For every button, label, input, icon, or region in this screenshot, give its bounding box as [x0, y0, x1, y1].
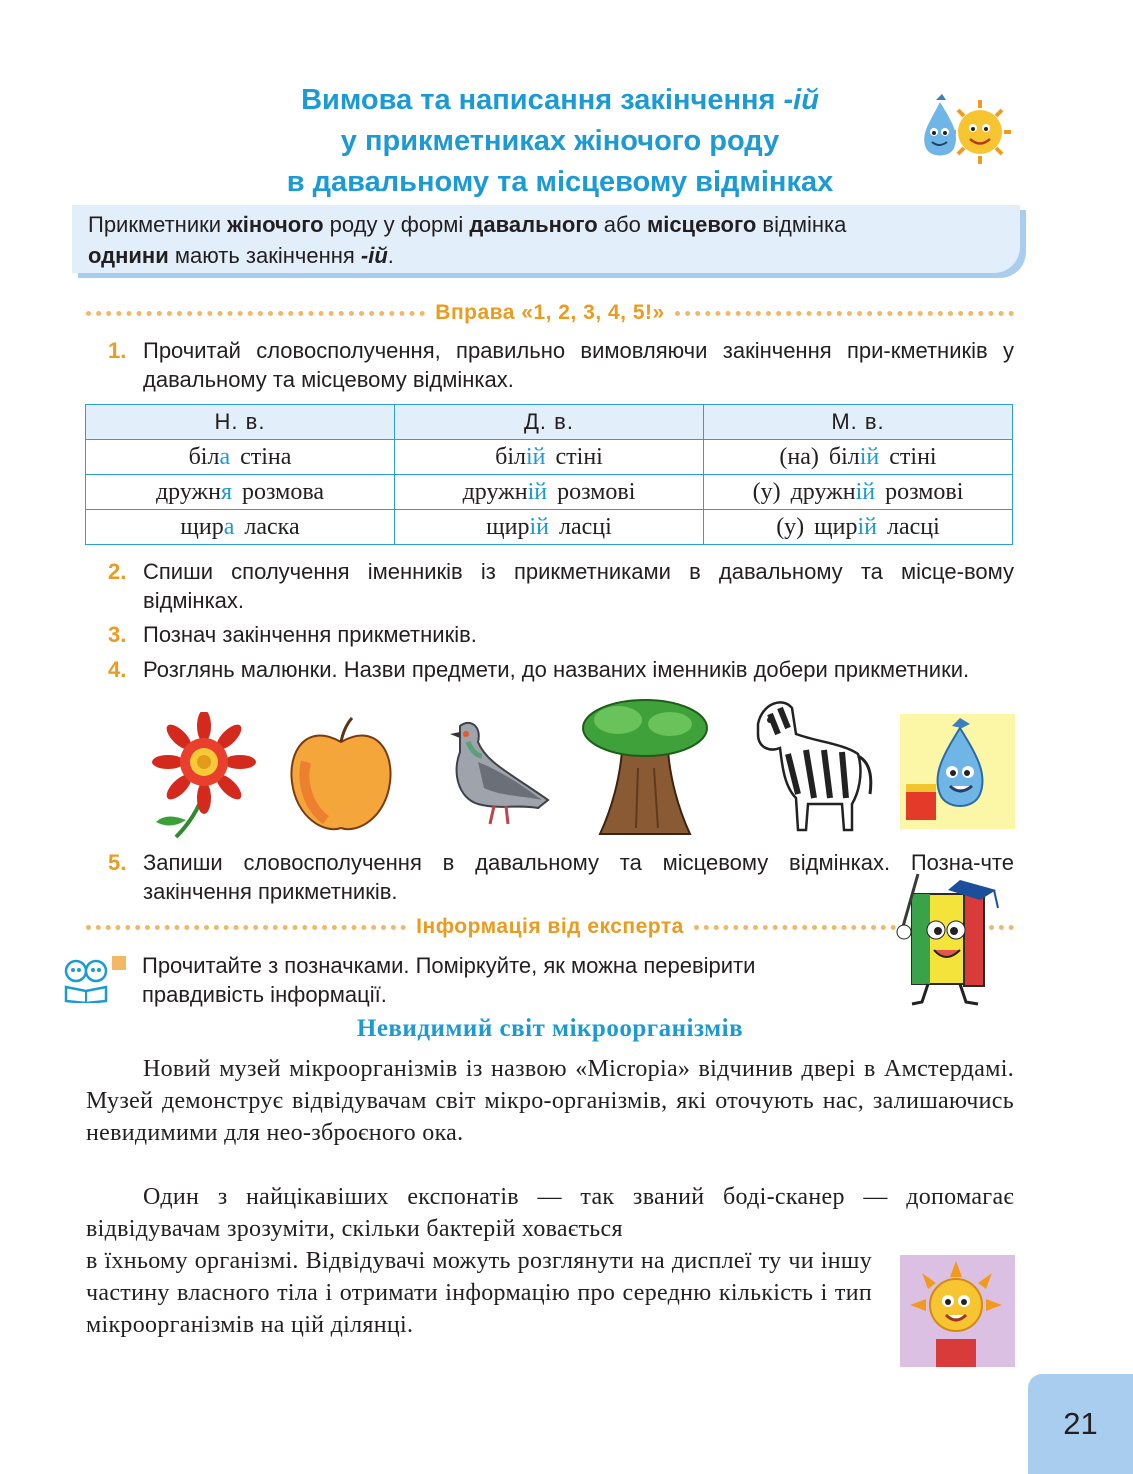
table-cell: (на) білій стіні	[704, 440, 1013, 475]
sun-icon	[948, 100, 1011, 164]
rule-bold: однини	[88, 243, 169, 268]
task-2	[108, 557, 1014, 615]
table-cell: білій стіні	[395, 440, 704, 475]
tree-icon	[578, 698, 712, 838]
pigeon-picture	[438, 712, 556, 840]
task-number: 4.	[108, 657, 127, 682]
task-1	[108, 336, 1014, 394]
table-row	[86, 440, 1013, 475]
flower-picture	[146, 712, 266, 840]
pigeon-icon	[438, 712, 556, 840]
mascots-drop-sun-illustration	[912, 92, 1012, 172]
bullet-square	[112, 956, 126, 970]
rule-text: відмінка	[756, 212, 847, 237]
rule-text: .	[387, 243, 394, 268]
page-title	[190, 80, 930, 203]
task-4	[108, 655, 1014, 684]
sun-mascot-icon	[900, 1255, 1015, 1367]
task-5	[108, 848, 1014, 906]
apple-icon	[286, 712, 396, 840]
task-text: Розглянь малюнки. Назви предмети, до названих іменників добери прикметники.	[143, 657, 970, 682]
rule-ending: -ій	[360, 243, 388, 268]
title-line-1-text: Вимова та написання закінчення	[301, 84, 784, 116]
table-cell: щирій ласці	[395, 510, 704, 545]
page-number-text: 21	[1063, 1406, 1098, 1441]
table-header-row	[86, 405, 1013, 440]
expert-heading-text: Інформація від експерта	[416, 915, 684, 938]
tree-picture	[578, 698, 712, 838]
title-line-2: у прикметниках жіночого роду	[340, 125, 780, 157]
task-text: Спиши сполучення іменників із прикметниками в давальному та місце-вому відмінках.	[143, 559, 1014, 613]
title-line-3: в давальному та місцевому відмінках	[286, 166, 834, 198]
reading-paragraph-1: Новий музей мікроорганізмів із назвою «Micropia» відчинив двері в Амстердамі. Музей демонструє відвідувачам світ мікро-організмів, які оточують нас, залишаючись невидимими для нео-зброєного ока.	[86, 1056, 1014, 1146]
water-drop-icon	[924, 94, 956, 156]
reading-paragraph-2a: Один з найцікавіших експонатів — так званий боді-сканер — допомагає відвідувачам зрозуміти, скільки бактерій ховається	[86, 1184, 1014, 1242]
drop-mascot-card	[900, 714, 1015, 829]
table-cell: (у) дружній розмові	[704, 475, 1013, 510]
table-header: Д. в.	[395, 405, 704, 440]
expert-heading	[86, 912, 1014, 942]
task-text: Познач закінчення прикметників.	[143, 622, 477, 647]
title-line-1	[190, 80, 930, 121]
book-mascot-illustration	[884, 870, 1014, 1010]
flower-icon	[146, 712, 266, 840]
task-text: Прочитай словосполучення, правильно вимовляючи закінчення при-кметників у давальному та місцевому відмінках.	[143, 338, 1014, 392]
rule-bold: місцевого	[646, 212, 757, 237]
table-cell: щира ласка	[86, 510, 395, 545]
table-header: М. в.	[704, 405, 1013, 440]
exercise-heading-text: Вправа «1, 2, 3, 4, 5!»	[435, 301, 665, 324]
divider	[86, 925, 406, 930]
apple-picture	[286, 712, 396, 840]
rule-text: мають закінчення	[168, 243, 361, 268]
exercise-heading	[86, 298, 1014, 328]
title-ending: -ій	[783, 84, 819, 116]
rule-text: Прикметники	[88, 212, 228, 237]
book-mascot-icon	[884, 870, 1014, 1010]
table-row	[86, 510, 1013, 545]
rule-text: роду у формі	[323, 212, 470, 237]
table-cell: дружній розмові	[395, 475, 704, 510]
table-cell: дружня розмова	[86, 475, 395, 510]
divider	[86, 311, 425, 316]
zebra-icon	[748, 694, 878, 834]
page-number	[1028, 1374, 1133, 1474]
sun-mascot-card	[900, 1255, 1015, 1367]
drop-mascot-icon	[900, 714, 1015, 829]
expert-instruction: Прочитайте з позначками. Поміркуйте, як можна перевірити правдивість інформації.	[142, 953, 756, 1007]
reading-children-icon	[62, 957, 110, 1003]
table-cell: (у) щирій ласці	[704, 510, 1013, 545]
adjective-table	[85, 404, 1013, 545]
rule-bold: давального	[469, 212, 598, 237]
reading-title: Невидимий світ мікроорганізмів	[356, 1015, 744, 1042]
task-number: 1.	[108, 338, 127, 363]
reading-paragraph-2b: в їхньому організмі. Відвідувачі можуть розглянути на дисплеї ту чи іншу частину власного тіла і отримати інформацію про середню кількість і тип мікроорганізмів на цій ділянці.	[86, 1248, 872, 1338]
table-cell: біла стіна	[86, 440, 395, 475]
table-row	[86, 475, 1013, 510]
rule-bold: жіночого	[227, 212, 324, 237]
table-header: Н. в.	[86, 405, 395, 440]
task-number: 3.	[108, 622, 127, 647]
task-number: 5.	[108, 850, 127, 875]
divider	[675, 311, 1014, 316]
task-3	[108, 620, 1014, 649]
rule-text: або	[597, 212, 647, 237]
zebra-picture	[748, 694, 878, 834]
task-number: 2.	[108, 559, 127, 584]
task-text: Запиши словосполучення в давальному та місцевому відмінках. Позна-чте закінчення прикметників.	[143, 850, 1014, 904]
rule-box	[72, 205, 1020, 273]
